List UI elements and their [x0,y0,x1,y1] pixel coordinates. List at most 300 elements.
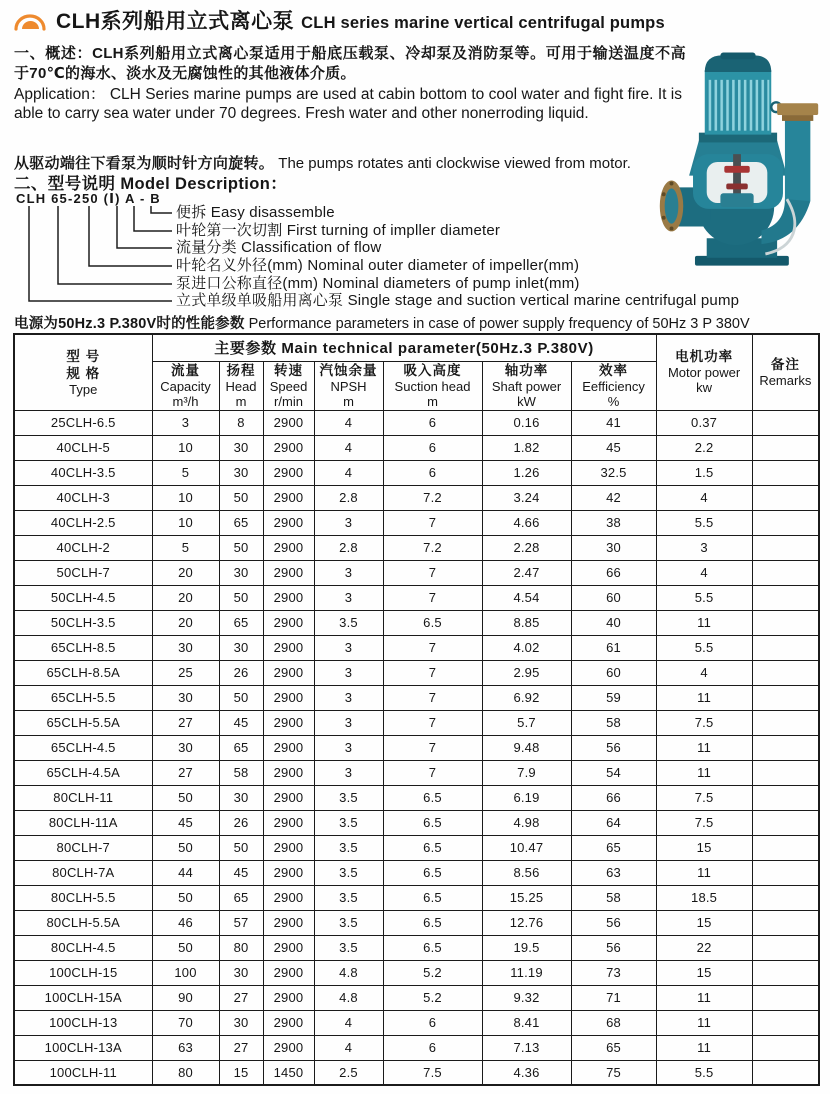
suction-head-cell: 5.2 [383,960,482,985]
capacity-cell: 80 [152,1060,219,1085]
suction-head-cell: 7 [383,635,482,660]
remarks-cell [752,435,819,460]
remarks-cell [752,510,819,535]
speed-cell: 2900 [263,660,314,685]
pump-type-cell: 65CLH-8.5A [14,660,152,685]
efficiency-cell: 40 [571,610,656,635]
capacity-cell: 45 [152,810,219,835]
motor-power-cell: 2.2 [656,435,752,460]
npsh-cell: 4.8 [314,985,383,1010]
npsh-cell: 3.5 [314,610,383,635]
npsh-cell: 3.5 [314,785,383,810]
efficiency-cell: 58 [571,885,656,910]
remarks-cell [752,610,819,635]
remarks-cell [752,635,819,660]
performance-note-en: Performance parameters in case of power supply frequency of 50Hz 3 P 380V [248,316,750,332]
group-header-main-parameters: 主要参数 Main technical parameter(50Hz.3 P.380V) [152,334,656,361]
speed-cell: 2900 [263,910,314,935]
motor-power-cell: 5.5 [656,510,752,535]
remarks-cell [752,935,819,960]
col-header-shaft-power: 轴功率 Shaft power kW [482,361,571,410]
page-title-zh: CLH系列船用立式离心泵 [56,10,295,33]
capacity-cell: 44 [152,860,219,885]
suction-head-cell: 6 [383,1010,482,1035]
speed-cell: 2900 [263,610,314,635]
shaft-power-cell: 7.13 [482,1035,571,1060]
suction-head-cell: 6 [383,1035,482,1060]
head-cell: 50 [219,685,263,710]
capacity-cell: 30 [152,635,219,660]
table-row [14,735,819,760]
speed-cell: 2900 [263,785,314,810]
capacity-cell: 10 [152,510,219,535]
remarks-cell [752,710,819,735]
pump-type-cell: 100CLH-13A [14,1035,152,1060]
efficiency-cell: 30 [571,535,656,560]
shaft-power-cell: 4.98 [482,810,571,835]
table-row [14,685,819,710]
speed-cell: 2900 [263,810,314,835]
table-row [14,585,819,610]
head-cell: 65 [219,735,263,760]
table-row [14,885,819,910]
shaft-power-cell: 10.47 [482,835,571,860]
table-row [14,785,819,810]
capacity-cell: 70 [152,1010,219,1035]
shaft-power-cell: 4.54 [482,585,571,610]
table-row [14,835,819,860]
motor-power-cell: 15 [656,910,752,935]
capacity-cell: 5 [152,535,219,560]
table-row [14,535,819,560]
shaft-power-cell: 1.82 [482,435,571,460]
efficiency-cell: 60 [571,585,656,610]
model-description-heading-en: Model Description： [120,175,288,193]
motor-power-cell: 4 [656,560,752,585]
npsh-cell: 3 [314,760,383,785]
col-header-speed: 转速 Speed r/min [263,361,314,410]
speed-cell: 2900 [263,735,314,760]
remarks-cell [752,560,819,585]
pump-table-body [14,410,819,1085]
speed-cell: 2900 [263,1010,314,1035]
efficiency-cell: 54 [571,760,656,785]
head-cell: 30 [219,785,263,810]
table-row [14,485,819,510]
capacity-cell: 27 [152,760,219,785]
shaft-power-cell: 4.02 [482,635,571,660]
efficiency-cell: 71 [571,985,656,1010]
motor-power-cell: 5.5 [656,1060,752,1085]
remarks-cell [752,885,819,910]
performance-note [14,312,824,333]
npsh-cell: 4 [314,435,383,460]
motor-power-cell: 11 [656,685,752,710]
remarks-cell [752,1010,819,1035]
npsh-cell: 2.5 [314,1060,383,1085]
capacity-cell: 20 [152,610,219,635]
suction-head-cell: 6.5 [383,910,482,935]
head-cell: 15 [219,1060,263,1085]
capacity-cell: 5 [152,460,219,485]
speed-cell: 2900 [263,460,314,485]
motor-power-cell: 7.5 [656,785,752,810]
performance-table [13,333,820,1086]
npsh-cell: 3 [314,685,383,710]
table-row [14,410,819,435]
table-row [14,1060,819,1085]
capacity-cell: 27 [152,710,219,735]
model-label-pump-inlet-diameter: 泵进口公称直径(mm) Nominal diameters of pump inlet(mm) [176,275,580,292]
pump-type-cell: 50CLH-4.5 [14,585,152,610]
remarks-cell [752,985,819,1010]
motor-power-cell: 4 [656,485,752,510]
col-header-efficiency: 效率 Eefficiency % [571,361,656,410]
page-header [13,5,665,35]
speed-cell: 2900 [263,585,314,610]
pump-type-cell: 100CLH-15A [14,985,152,1010]
arc-rainbow-icon [13,8,47,32]
motor-power-cell: 3 [656,535,752,560]
model-description-heading-zh: 二、型号说明 [14,175,116,193]
pump-type-cell: 80CLH-5.5 [14,885,152,910]
head-cell: 26 [219,810,263,835]
suction-head-cell: 7 [383,585,482,610]
table-row [14,660,819,685]
suction-head-cell: 6.5 [383,860,482,885]
shaft-power-cell: 8.56 [482,860,571,885]
suction-head-cell: 7.2 [383,485,482,510]
table-row [14,560,819,585]
speed-cell: 2900 [263,960,314,985]
remarks-cell [752,660,819,685]
pump-type-cell: 80CLH-5.5A [14,910,152,935]
table-row [14,460,819,485]
efficiency-cell: 56 [571,910,656,935]
efficiency-cell: 60 [571,660,656,685]
suction-head-cell: 6.5 [383,785,482,810]
head-cell: 8 [219,410,263,435]
shaft-power-cell: 3.24 [482,485,571,510]
performance-note-zh: 电源为50Hz.3 P.380V时的性能参数 [14,316,245,332]
suction-head-cell: 6 [383,460,482,485]
suction-head-cell: 7 [383,735,482,760]
motor-power-cell: 5.5 [656,585,752,610]
npsh-cell: 4 [314,1010,383,1035]
remarks-cell [752,685,819,710]
head-cell: 27 [219,1035,263,1060]
efficiency-cell: 59 [571,685,656,710]
head-cell: 57 [219,910,263,935]
pump-type-cell: 65CLH-8.5 [14,635,152,660]
shaft-power-cell: 4.36 [482,1060,571,1085]
suction-head-cell: 6.5 [383,610,482,635]
page-title-en: CLH series marine vertical centrifugal pumps [301,14,665,32]
shaft-power-cell: 2.28 [482,535,571,560]
speed-cell: 2900 [263,560,314,585]
speed-cell: 2900 [263,435,314,460]
efficiency-cell: 73 [571,960,656,985]
efficiency-cell: 38 [571,510,656,535]
capacity-cell: 50 [152,885,219,910]
head-cell: 45 [219,860,263,885]
col-header-npsh: 汽蚀余量 NPSH m [314,361,383,410]
table-row [14,610,819,635]
shaft-power-cell: 8.41 [482,1010,571,1035]
shaft-power-cell: 9.48 [482,735,571,760]
remarks-cell [752,535,819,560]
npsh-cell: 4 [314,410,383,435]
speed-cell: 2900 [263,1035,314,1060]
application-paragraph-en: Application： CLH Series marine pumps are used at cabin bottom to cool water and fight fire. It is able to carry sea water under 70 degrees. Fresh water and other nonerroding liquid. [14,86,682,122]
suction-head-cell: 6 [383,410,482,435]
shaft-power-cell: 19.5 [482,935,571,960]
speed-cell: 2900 [263,985,314,1010]
efficiency-cell: 42 [571,485,656,510]
npsh-cell: 3.5 [314,835,383,860]
suction-head-cell: 5.2 [383,985,482,1010]
shaft-power-cell: 1.26 [482,460,571,485]
remarks-cell [752,1060,819,1085]
table-row [14,435,819,460]
remarks-cell [752,1035,819,1060]
capacity-cell: 25 [152,660,219,685]
col-header-suction-head: 吸入高度 Suction head m [383,361,482,410]
remarks-cell [752,785,819,810]
motor-power-cell: 0.37 [656,410,752,435]
page-title [56,5,665,35]
head-cell: 30 [219,435,263,460]
remarks-cell [752,460,819,485]
head-cell: 50 [219,535,263,560]
head-cell: 30 [219,1010,263,1035]
efficiency-cell: 64 [571,810,656,835]
npsh-cell: 3 [314,510,383,535]
head-cell: 27 [219,985,263,1010]
efficiency-cell: 32.5 [571,460,656,485]
head-cell: 50 [219,585,263,610]
efficiency-cell: 65 [571,835,656,860]
capacity-cell: 30 [152,735,219,760]
efficiency-cell: 56 [571,935,656,960]
speed-cell: 2900 [263,635,314,660]
efficiency-cell: 56 [571,735,656,760]
npsh-cell: 2.8 [314,485,383,510]
remarks-cell [752,485,819,510]
pump-type-cell: 80CLH-4.5 [14,935,152,960]
model-label-flow-classification: 流量分类 Classification of flow [176,239,382,256]
pump-type-cell: 65CLH-4.5 [14,735,152,760]
shaft-power-cell: 4.66 [482,510,571,535]
speed-cell: 2900 [263,510,314,535]
pump-photo [650,52,826,270]
rotation-note-en: The pumps rotates anti clockwise viewed from motor. [278,155,631,172]
motor-power-cell: 11 [656,735,752,760]
capacity-cell: 10 [152,435,219,460]
speed-cell: 2900 [263,410,314,435]
pump-type-cell: 40CLH-5 [14,435,152,460]
head-cell: 50 [219,835,263,860]
efficiency-cell: 68 [571,1010,656,1035]
remarks-cell [752,585,819,610]
table-row [14,810,819,835]
efficiency-cell: 65 [571,1035,656,1060]
motor-power-cell: 11 [656,610,752,635]
remarks-cell [752,760,819,785]
motor-power-cell: 5.5 [656,635,752,660]
npsh-cell: 3 [314,660,383,685]
table-row [14,635,819,660]
motor-power-cell: 11 [656,1010,752,1035]
npsh-cell: 3 [314,635,383,660]
model-label-pump-series: 立式单级单吸船用离心泵 Single stage and suction vertical marine centrifugal pump [176,292,740,309]
motor-power-cell: 11 [656,985,752,1010]
speed-cell: 2900 [263,485,314,510]
remarks-cell [752,860,819,885]
pump-type-cell: 80CLH-11 [14,785,152,810]
pump-type-cell: 40CLH-2 [14,535,152,560]
pump-type-cell: 65CLH-5.5A [14,710,152,735]
npsh-cell: 3.5 [314,810,383,835]
pump-type-cell: 40CLH-2.5 [14,510,152,535]
pump-type-cell: 80CLH-7 [14,835,152,860]
remarks-cell [752,910,819,935]
capacity-cell: 46 [152,910,219,935]
capacity-cell: 90 [152,985,219,1010]
head-cell: 30 [219,960,263,985]
overview-paragraph-zh: 一、概述：CLH系列船用立式离心泵适用于船底压载泵、冷却泵及消防泵等。可用于输送温度不高于70℃的海水、淡水及无腐蚀性的其他液体介质。 [14,45,686,82]
pump-type-cell: 65CLH-4.5A [14,760,152,785]
suction-head-cell: 7 [383,560,482,585]
shaft-power-cell: 15.25 [482,885,571,910]
efficiency-cell: 61 [571,635,656,660]
shaft-power-cell: 7.9 [482,760,571,785]
table-row [14,960,819,985]
pump-type-cell: 80CLH-7A [14,860,152,885]
capacity-cell: 50 [152,785,219,810]
motor-power-cell: 18.5 [656,885,752,910]
head-cell: 26 [219,660,263,685]
efficiency-cell: 66 [571,560,656,585]
col-header-type: 型 号 规 格 Type [14,334,152,410]
suction-head-cell: 7 [383,510,482,535]
suction-head-cell: 7.2 [383,535,482,560]
shaft-power-cell: 2.95 [482,660,571,685]
shaft-power-cell: 6.92 [482,685,571,710]
shaft-power-cell: 0.16 [482,410,571,435]
table-row [14,710,819,735]
remarks-cell [752,735,819,760]
pump-type-cell: 65CLH-5.5 [14,685,152,710]
motor-power-cell: 4 [656,660,752,685]
speed-cell: 2900 [263,760,314,785]
suction-head-cell: 7 [383,660,482,685]
capacity-cell: 10 [152,485,219,510]
speed-cell: 1450 [263,1060,314,1085]
motor-power-cell: 11 [656,1035,752,1060]
motor-power-cell: 11 [656,760,752,785]
npsh-cell: 3.5 [314,935,383,960]
head-cell: 30 [219,560,263,585]
efficiency-cell: 63 [571,860,656,885]
shaft-power-cell: 5.7 [482,710,571,735]
table-row [14,935,819,960]
pump-type-cell: 80CLH-11A [14,810,152,835]
motor-power-cell: 1.5 [656,460,752,485]
speed-cell: 2900 [263,860,314,885]
suction-head-cell: 7 [383,685,482,710]
speed-cell: 2900 [263,885,314,910]
remarks-cell [752,810,819,835]
pump-type-cell: 25CLH-6.5 [14,410,152,435]
npsh-cell: 3.5 [314,910,383,935]
capacity-cell: 50 [152,935,219,960]
motor-power-cell: 7.5 [656,810,752,835]
col-header-motor-power: 电机功率 Motor power kw [656,334,752,410]
speed-cell: 2900 [263,935,314,960]
table-header-row-1 [14,334,819,361]
shaft-power-cell: 12.76 [482,910,571,935]
pump-type-cell: 100CLH-15 [14,960,152,985]
suction-head-cell: 6.5 [383,885,482,910]
npsh-cell: 3 [314,710,383,735]
capacity-cell: 63 [152,1035,219,1060]
pump-type-cell: 40CLH-3.5 [14,460,152,485]
table-row [14,910,819,935]
npsh-cell: 3 [314,560,383,585]
shaft-power-cell: 8.85 [482,610,571,635]
efficiency-cell: 75 [571,1060,656,1085]
suction-head-cell: 7 [383,760,482,785]
speed-cell: 2900 [263,685,314,710]
table-row [14,1035,819,1060]
suction-head-cell: 7.5 [383,1060,482,1085]
npsh-cell: 2.8 [314,535,383,560]
pump-type-cell: 100CLH-13 [14,1010,152,1035]
model-label-first-turning: 叶轮第一次切割 First turning of impller diameter [176,222,501,239]
efficiency-cell: 45 [571,435,656,460]
col-header-capacity: 流量 Capacity m³/h [152,361,219,410]
model-label-easy-disassemble: 便拆 Easy disassemble [176,204,335,221]
table-row [14,760,819,785]
remarks-cell [752,835,819,860]
pump-type-cell: 50CLH-7 [14,560,152,585]
rotation-note-zh: 从驱动端往下看泵为顺时针方向旋转。 [14,155,275,172]
suction-head-cell: 6.5 [383,810,482,835]
npsh-cell: 4 [314,460,383,485]
remarks-cell [752,410,819,435]
head-cell: 30 [219,460,263,485]
col-header-head: 扬程 Head m [219,361,263,410]
motor-power-cell: 15 [656,835,752,860]
npsh-cell: 4 [314,1035,383,1060]
npsh-cell: 3.5 [314,885,383,910]
remarks-cell [752,960,819,985]
head-cell: 80 [219,935,263,960]
speed-cell: 2900 [263,535,314,560]
table-row [14,1010,819,1035]
speed-cell: 2900 [263,835,314,860]
table-row [14,510,819,535]
efficiency-cell: 66 [571,785,656,810]
head-cell: 58 [219,760,263,785]
head-cell: 30 [219,635,263,660]
motor-power-cell: 7.5 [656,710,752,735]
suction-head-cell: 6.5 [383,935,482,960]
head-cell: 45 [219,710,263,735]
motor-power-cell: 22 [656,935,752,960]
suction-head-cell: 7 [383,710,482,735]
